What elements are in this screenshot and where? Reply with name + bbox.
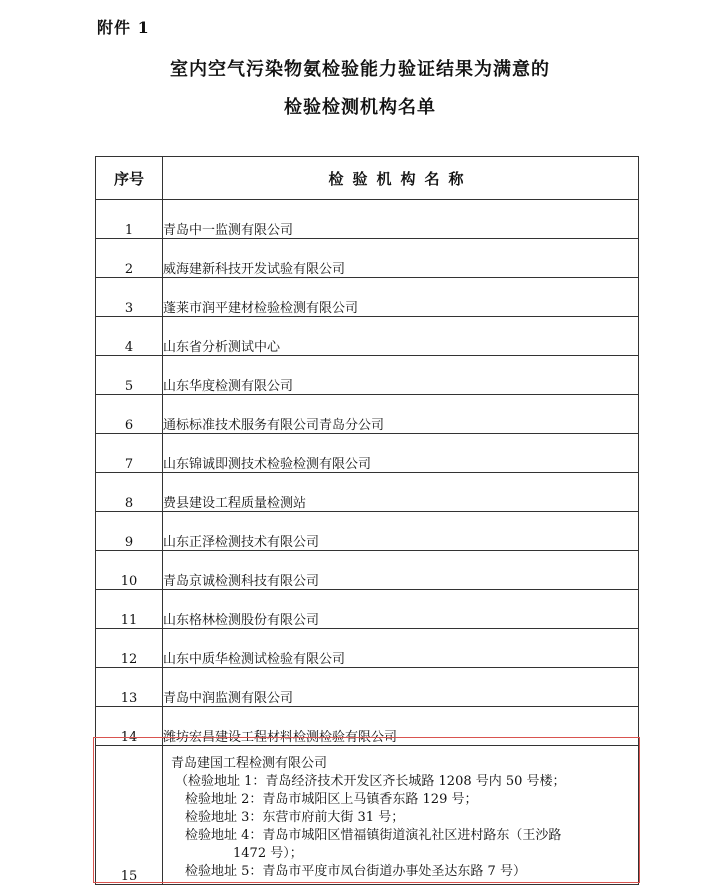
table-row bbox=[96, 200, 639, 239]
row-name: 山东省分析测试中心 bbox=[163, 317, 639, 356]
address-line-4-cont: 1472 号）； bbox=[233, 846, 303, 861]
row-name: 青岛京诚检测科技有限公司 bbox=[163, 551, 639, 590]
table-row bbox=[96, 668, 639, 707]
table-row bbox=[96, 629, 639, 668]
table-row bbox=[96, 356, 639, 395]
table-row bbox=[96, 512, 639, 551]
header-seq: 序号 bbox=[96, 157, 163, 200]
document-title-line2: 检验检测机构名单 bbox=[284, 97, 436, 118]
table-row-15 bbox=[96, 746, 639, 885]
attachment-label: 附件 1 bbox=[97, 18, 150, 37]
address-line-1: （检验地址 1：青岛经济技术开发区齐长城路 1208 号内 50 号楼； bbox=[175, 774, 566, 789]
address-line-4: 检验地址 4：青岛市城阳区惜福镇街道演礼社区进村路东（王沙路 bbox=[185, 828, 562, 843]
table-row bbox=[96, 434, 639, 473]
row-number: 8 bbox=[96, 473, 163, 512]
row-number: 9 bbox=[96, 512, 163, 551]
row-name: 山东中质华检测试检验有限公司 bbox=[163, 629, 639, 668]
table-row bbox=[96, 317, 639, 356]
row-name: 通标标准技术服务有限公司青岛分公司 bbox=[163, 395, 639, 434]
table-row bbox=[96, 278, 639, 317]
row-number: 2 bbox=[96, 239, 163, 278]
row-name: 蓬莱市润平建材检验检测有限公司 bbox=[163, 278, 639, 317]
row-number: 6 bbox=[96, 395, 163, 434]
table-row bbox=[96, 590, 639, 629]
institution-table bbox=[95, 156, 639, 885]
row-number: 3 bbox=[96, 278, 163, 317]
row-name: 山东华度检测有限公司 bbox=[163, 356, 639, 395]
table-header-row bbox=[96, 157, 639, 200]
row-number: 1 bbox=[96, 200, 163, 239]
row-number: 15 bbox=[96, 746, 163, 885]
row-name: 潍坊宏昌建设工程材料检测检验有限公司 bbox=[163, 707, 639, 746]
address-line-2: 检验地址 2：青岛市城阳区上马镇香东路 129 号； bbox=[185, 792, 478, 807]
address-line-5: 检验地址 5：青岛市平度市凤台街道办事处圣达东路 7 号） bbox=[185, 864, 526, 879]
row-name: 青岛中润监测有限公司 bbox=[163, 668, 639, 707]
row-name: 山东正泽检测技术有限公司 bbox=[163, 512, 639, 551]
row-number: 7 bbox=[96, 434, 163, 473]
row-name: 山东格林检测股份有限公司 bbox=[163, 590, 639, 629]
table-row bbox=[96, 551, 639, 590]
table-body bbox=[96, 200, 639, 746]
document-title-line1: 室内空气污染物氨检验能力验证结果为满意的 bbox=[170, 59, 550, 80]
row-name: 费县建设工程质量检测站 bbox=[163, 473, 639, 512]
table-row bbox=[96, 239, 639, 278]
table-row bbox=[96, 707, 639, 746]
row-name: 山东锦诚即测技术检验检测有限公司 bbox=[163, 434, 639, 473]
row-number: 10 bbox=[96, 551, 163, 590]
address-line-3: 检验地址 3：东营市府前大街 31 号； bbox=[185, 810, 405, 825]
table-row bbox=[96, 473, 639, 512]
row-number: 14 bbox=[96, 707, 163, 746]
header-name: 检验机构名称 bbox=[163, 157, 639, 200]
row-number: 11 bbox=[96, 590, 163, 629]
row-number: 13 bbox=[96, 668, 163, 707]
table-row bbox=[96, 395, 639, 434]
row-detail-cell bbox=[163, 746, 639, 885]
row-name: 青岛建国工程检测有限公司 bbox=[171, 756, 328, 771]
row-number: 5 bbox=[96, 356, 163, 395]
row-name: 威海建新科技开发试验有限公司 bbox=[163, 239, 639, 278]
row-name: 青岛中一监测有限公司 bbox=[163, 200, 639, 239]
row-number: 4 bbox=[96, 317, 163, 356]
row-number: 12 bbox=[96, 629, 163, 668]
